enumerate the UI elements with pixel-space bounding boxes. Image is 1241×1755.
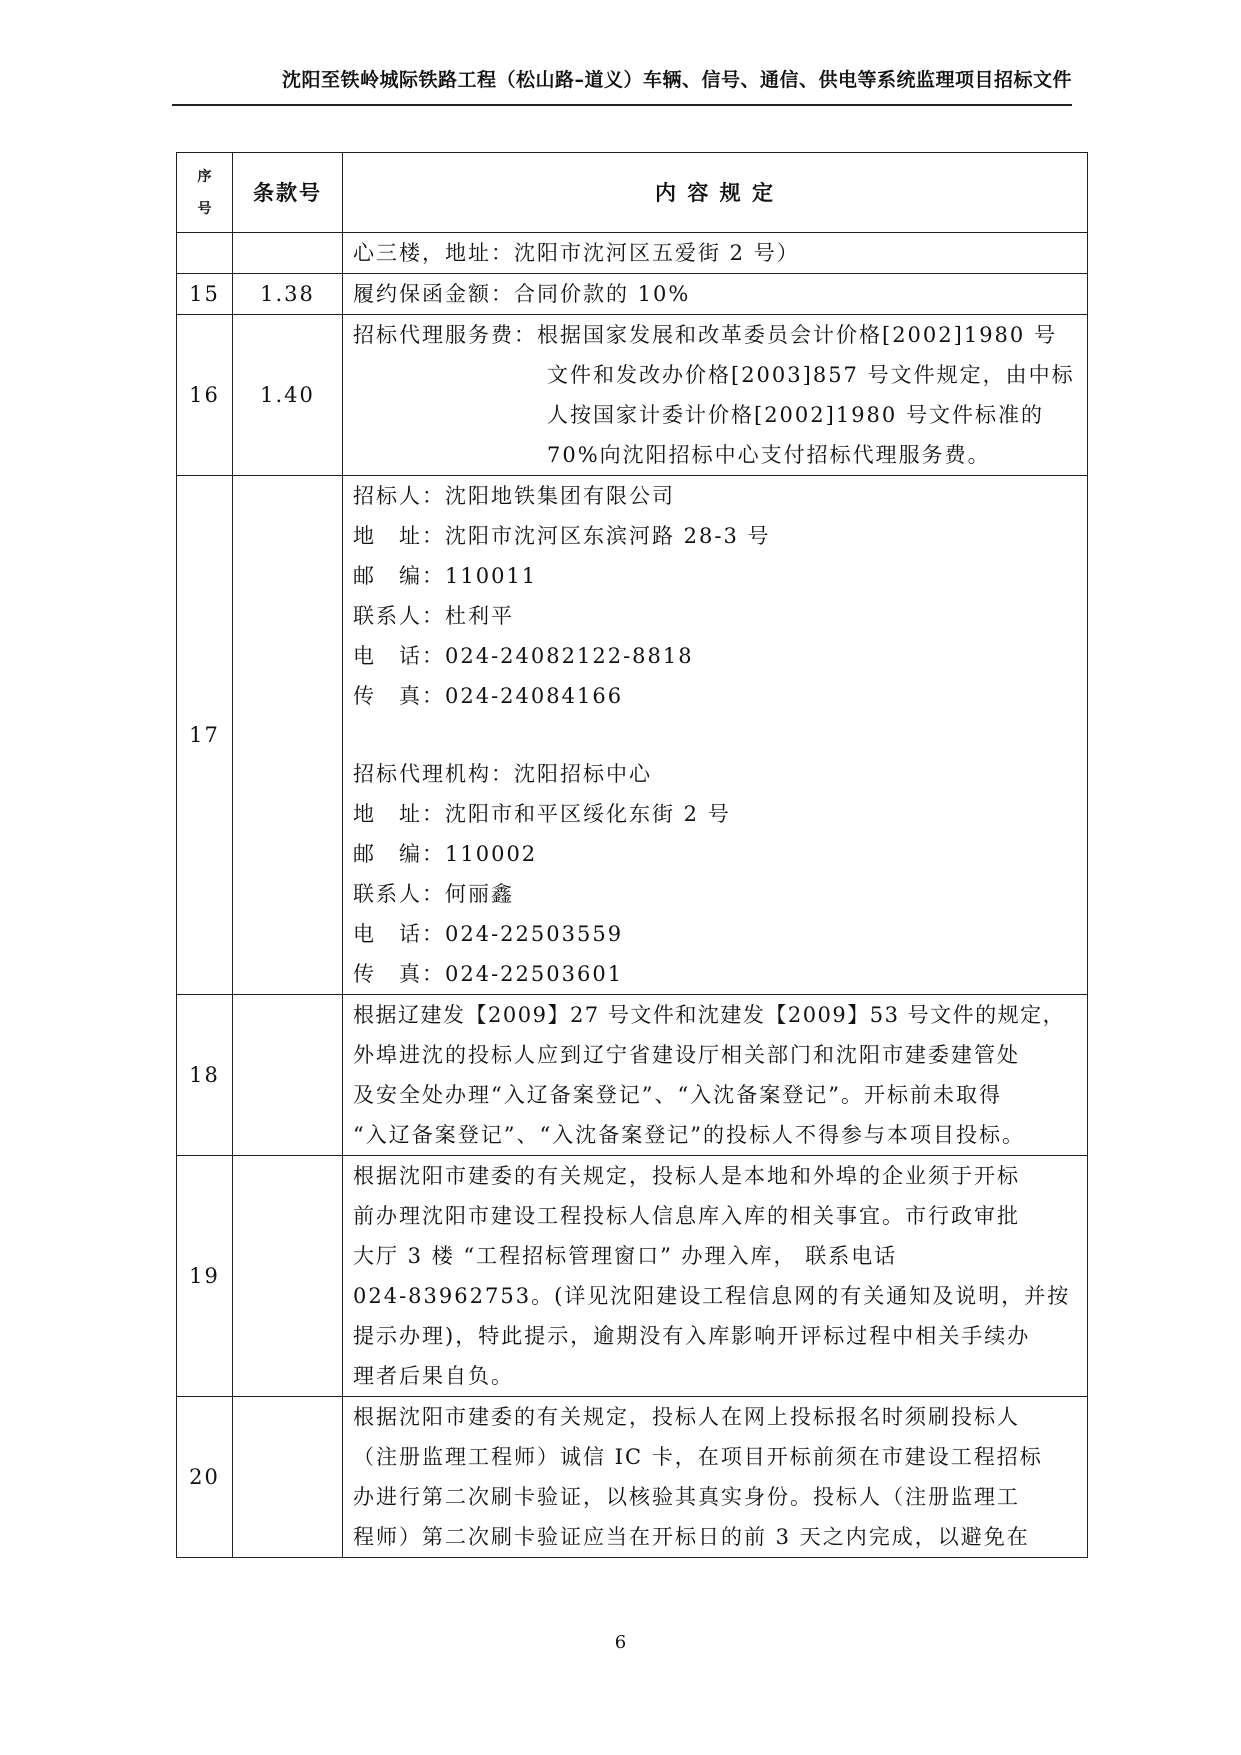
tenderer-address: 地 址：沈阳市沈河区东滨河路 28-3 号 xyxy=(353,524,771,548)
row-content xyxy=(343,274,1088,315)
tenderer-phone: 电 话：024-24082122-8818 xyxy=(353,644,694,668)
content-line: （注册监理工程师）诚信 IC 卡，在项目开标前须在市建设工程招标 xyxy=(353,1445,1043,1469)
row-content xyxy=(343,1156,1088,1397)
header-seq: 序 号 xyxy=(177,153,233,233)
row-clause: 1.40 xyxy=(233,315,343,476)
row-content xyxy=(343,315,1088,476)
row-clause xyxy=(233,233,343,274)
row-seq xyxy=(177,233,233,274)
tenderer-fax: 传 真：024-24084166 xyxy=(353,684,624,708)
content-line: “入辽备案登记”、“入沈备案登记”的投标人不得参与本项目投标。 xyxy=(353,1123,1025,1147)
row-seq: 18 xyxy=(177,995,233,1156)
row-clause xyxy=(233,1397,343,1558)
agency-phone: 电 话：024-22503559 xyxy=(353,922,624,946)
content-line: 根据沈阳市建委的有关规定，投标人在网上投标报名时须刷投标人 xyxy=(353,1405,1020,1429)
content-line: 及安全处办理“入辽备案登记”、“入沈备案登记”。开标前未取得 xyxy=(353,1083,1002,1107)
row-seq: 19 xyxy=(177,1156,233,1397)
row-seq: 17 xyxy=(177,476,233,995)
content-line: 心三楼，地址：沈阳市沈河区五爱街 2 号） xyxy=(353,241,800,265)
content-line: 理者后果自负。 xyxy=(353,1364,514,1388)
content-line: 70%向沈阳招标中心支付招标代理服务费。 xyxy=(547,443,991,467)
content-line: 根据沈阳市建委的有关规定，投标人是本地和外埠的企业须于开标 xyxy=(353,1164,1020,1188)
table-row xyxy=(177,315,1088,476)
content-line: 办进行第二次刷卡验证，以核验其真实身份。投标人（注册监理工 xyxy=(353,1485,1020,1509)
agency-fax: 传 真：024-22503601 xyxy=(353,962,624,986)
content-line: 大厅 3 楼 “工程招标管理窗口” 办理入库， 联系电话 xyxy=(353,1244,898,1268)
row-seq: 20 xyxy=(177,1397,233,1558)
row-content xyxy=(343,995,1088,1156)
content-line: 招标代理服务费：根据国家发展和改革委员会计价格[2002]1980 号 xyxy=(353,323,1057,347)
row-content xyxy=(343,1397,1088,1558)
content-line: 文件和发改办价格[2003]857 号文件规定，由中标 xyxy=(547,363,1075,387)
table-row xyxy=(177,995,1088,1156)
table-row xyxy=(177,233,1088,274)
clause-table xyxy=(176,152,1088,1558)
row-seq: 16 xyxy=(177,315,233,476)
content-line: 外埠进沈的投标人应到辽宁省建设厅相关部门和沈阳市建委建管处 xyxy=(353,1043,1020,1067)
row-clause xyxy=(233,995,343,1156)
agency-address: 地 址：沈阳市和平区绥化东街 2 号 xyxy=(353,802,731,826)
agency-name: 招标代理机构：沈阳招标中心 xyxy=(353,762,652,786)
row-seq: 15 xyxy=(177,274,233,315)
table-header-row xyxy=(177,153,1088,233)
agency-contact: 联系人：何丽鑫 xyxy=(353,882,514,906)
content-line: 程师）第二次刷卡验证应当在开标日的前 3 天之内完成，以避免在 xyxy=(353,1525,1030,1549)
tenderer-name: 招标人：沈阳地铁集团有限公司 xyxy=(353,484,675,508)
spacer xyxy=(353,716,1077,754)
header-clause: 条款号 xyxy=(233,153,343,233)
content-line: 前办理沈阳市建设工程投标人信息库入库的相关事宜。市行政审批 xyxy=(353,1204,1020,1228)
row-content xyxy=(343,233,1088,274)
table-row xyxy=(177,1397,1088,1558)
tenderer-contact: 联系人：杜利平 xyxy=(353,604,514,628)
agency-postcode: 邮 编：110002 xyxy=(353,842,538,866)
table-row xyxy=(177,274,1088,315)
header-content: 内 容 规 定 xyxy=(343,153,1088,233)
content-line: 根据辽建发【2009】27 号文件和沈建发【2009】53 号文件的规定， xyxy=(353,1003,1066,1027)
row-content xyxy=(343,476,1088,995)
row-clause xyxy=(233,476,343,995)
table-row xyxy=(177,1156,1088,1397)
row-clause xyxy=(233,1156,343,1397)
tenderer-postcode: 邮 编：110011 xyxy=(353,564,538,588)
row-clause: 1.38 xyxy=(233,274,343,315)
document-title: 沈阳至铁岭城际铁路工程（松山路–道义）车辆、信号、通信、供电等系统监理项目招标文件 xyxy=(281,69,1072,91)
content-line: 履约保函金额：合同价款的 10% xyxy=(353,282,691,306)
table-row xyxy=(177,476,1088,995)
content-line: 024-83962753。(详见沈阳建设工程信息网的有关通知及说明，并按 xyxy=(353,1284,1071,1308)
content-line: 提示办理)，特此提示，逾期没有入库影响开评标过程中相关手续办 xyxy=(353,1324,1031,1348)
content-line: 人按国家计委计价格[2002]1980 号文件标准的 xyxy=(547,403,1044,427)
page-number: 6 xyxy=(614,1632,627,1653)
document-header xyxy=(172,66,1072,106)
